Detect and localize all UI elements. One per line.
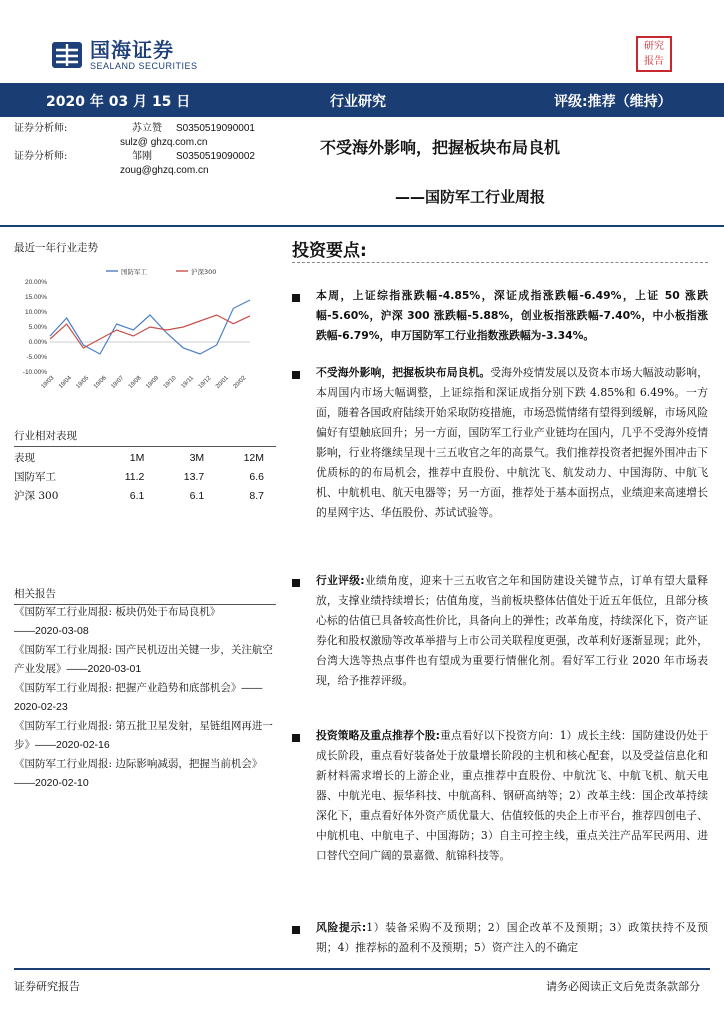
report-category: 行业研究: [330, 94, 386, 110]
y-tick-label: 5.00%: [28, 324, 47, 331]
analyst-row: [14, 150, 255, 164]
x-tick-label: 19/12: [197, 375, 213, 391]
table-header-cell: 12M: [243, 451, 264, 464]
table-row: [14, 486, 276, 505]
report-rating: 评级:推荐（维持）: [554, 94, 672, 110]
analyst-email: sulz@ ghzq.com.cn: [120, 137, 208, 148]
table-cell: 沪深 300: [14, 490, 59, 502]
x-tick-label: 19/07: [110, 375, 126, 391]
paragraph-body: 受海外疫情发展以及资本市场大幅波动影响，本周国内市场大幅调整，上证综指和深证成指分别下跌 4.85%和 6.49%。一方面，随着各国政府陆续开始采取防疫措施，市场恐慌情绪有望得到缓解，市场风险偏好有望触底回升；另一方面，国防军工行业产业链均在国内，几乎不受海外疫情影响，行业将继续呈现十三五收官之年的高景气。我们推荐投资者把握外围冲击下优质标的的布局机会，推荐中直股份、中航沈飞、航发动力、中国海防、中航飞机、中航机电、航天电器等；另一方面，推荐处于基本面拐点，业绩迎来高速增长的星网宇达、华伍股份、苏试试验等。: [316, 366, 708, 519]
report-date: 2020 年 03 月 15 日: [46, 94, 191, 110]
related-report-date: ——2020-02-16: [35, 739, 110, 751]
trend-heading: 最近一年行业走势: [14, 242, 98, 254]
outlook-paragraph: [316, 363, 708, 523]
related-reports-heading: 相关报告: [14, 586, 276, 605]
brand-name-en: SEALAND SECURITIES: [90, 61, 198, 71]
y-tick-label: 10.00%: [24, 309, 47, 316]
table-header-cell: 3M: [189, 451, 205, 464]
related-report-item[interactable]: [14, 603, 276, 641]
table-cell: 11.2: [124, 470, 145, 483]
table-cell: 国防军工: [14, 471, 56, 483]
logo-mark-icon: [50, 38, 84, 72]
research-report-seal: [636, 36, 672, 72]
paragraph-lead: 行业评级:: [316, 574, 365, 587]
analyst-name: 苏立赞: [132, 123, 162, 134]
risk-paragraph: [316, 918, 708, 958]
x-tick-label: 19/04: [58, 375, 73, 391]
market-summary-paragraph: 本周，上证综指涨跌幅-4.85%，深证成指涨跌幅-6.49%，上证 50 涨跌幅-5.60%，沪深 300 涨跌幅-5.88%，创业板指涨跌幅-7.40%，中小板指涨跌幅-6.79%，申万国防军工行业指数涨跌幅为-3.34%。: [316, 289, 708, 342]
table-header-cell: 表现: [14, 452, 35, 464]
bullet-icon: [292, 926, 300, 934]
y-tick-label: 20.00%: [24, 279, 47, 286]
table-row: [14, 467, 276, 486]
performance-heading: 行业相对表现: [14, 428, 276, 447]
legend-label: 沪深300: [191, 268, 217, 276]
paragraph-body: 重点看好以下投资方向：1）成长主线：国防建设仍处于成长阶段，重点看好装备处于放量增长阶段的主机和核心配套，以及受益信息化和新材料需求增长的上游企业，重点推荐中直股份、中航沈飞、中航飞机、航天电器、中航光电、振华科技、中航高科、钢研高纳等；2）改革主线：国企改革持续深化下，重点看好体外资产质优量大、估值较低的央企上市平台，推荐四创电子、中航机电、中航电子、中国海防；3）自主可控主线，重点关注产品军民两用、进口替代空间广阔的景嘉微、航锦科技等。: [316, 729, 708, 862]
bullet-icon: [292, 579, 300, 587]
related-report-title: 《国防军工行业周报: 板块仍处于布局良机》: [14, 606, 221, 618]
analyst-label: 证券分析师:: [14, 151, 68, 162]
related-report-title: 《国防军工行业周报: 国产民机迈出关键一步，关注航空产业发展》: [14, 644, 273, 675]
header-bar: [0, 83, 724, 117]
investment-heading: 投资要点:: [292, 241, 367, 261]
performance-table: [14, 448, 276, 505]
x-tick-label: 19/09: [145, 375, 161, 391]
footer-left: 证券研究报告: [14, 980, 80, 993]
related-report-item[interactable]: [14, 717, 276, 755]
report-title: 不受海外影响，把握板块布局良机: [320, 138, 561, 157]
related-report-title: 《国防军工行业周报: 边际影响减弱，把握当前机会》: [14, 758, 263, 770]
x-tick-label: 19/08: [127, 375, 143, 391]
y-tick-label: 0.00%: [28, 339, 47, 346]
paragraph-body: 业绩角度，迎来十三五收官之年和国防建设关键节点，订单有望大量释放，支撑业绩持续增长；估值角度，当前板块整体估值处于近五年低位，且部分核心标的估值已具备较高性价比，具备向上的弹性；改革角度，持续深化下，资产证券化和股权激励等改革举措与上市公司关联程度更强，改革利好逐渐显现；此外，台湾大选等热点事件也有望成为重要行情催化剂。看好军工行业 2020 年市场表现，给予推荐评级。: [316, 574, 708, 687]
table-cell: 13.7: [183, 470, 205, 483]
rating-paragraph: [316, 571, 708, 691]
analyst-info: [14, 122, 255, 178]
paragraph-lead: 不受海外影响，把握板块布局良机。: [316, 366, 491, 379]
table-cell: 6.1: [189, 489, 205, 502]
x-tick-label: 19/05: [75, 375, 91, 391]
related-report-date: ——2020-02-23: [14, 682, 263, 713]
paragraph-body: 1）装备采购不及预期；2）国企改革不及预期；3）政策扶持不及预期；4）推荐标的盈利不及预期；5）资产注入的不确定: [316, 921, 708, 954]
legend-label: 国防军工: [121, 268, 147, 276]
related-report-title: 《国防军工行业周报: 第五批卫星发射，星链组网再进一步》: [14, 720, 273, 751]
table-cell: 6.1: [129, 489, 145, 502]
x-tick-label: 19/06: [92, 375, 108, 391]
y-tick-label: -10.00%: [22, 369, 47, 376]
analyst-name: 邹刚: [132, 151, 152, 162]
brand-name-cn: 国海证券: [90, 38, 174, 62]
analyst-row: [14, 122, 255, 136]
analyst-email: zoug@ghzq.com.cn: [120, 165, 209, 176]
x-tick-label: 20/01: [215, 375, 230, 391]
bullet-icon: [292, 371, 300, 379]
x-tick-label: 20/02: [232, 375, 248, 391]
analyst-cert: S0350519090001: [176, 123, 255, 134]
related-report-date: ——2020-03-01: [66, 663, 142, 675]
related-report-title: 《国防军工行业周报: 把握产业趋势和底部机会》: [14, 682, 242, 694]
x-tick-label: 19/03: [40, 375, 56, 391]
table-header-cell: 1M: [129, 451, 145, 464]
analyst-label: 证券分析师:: [14, 123, 68, 134]
footer-divider: [14, 968, 710, 970]
related-report-item[interactable]: [14, 679, 276, 717]
bullet-icon: [292, 734, 300, 742]
trend-chart-svg: [14, 262, 276, 391]
header-divider: [0, 225, 724, 227]
analyst-cert: S0350519090002: [176, 151, 255, 162]
series-line: [50, 315, 250, 348]
footer-disclaimer: 请务必阅读正文后免责条款部分: [546, 980, 700, 993]
table-cell: 6.6: [249, 470, 264, 483]
paragraph-lead: 风险提示:: [316, 921, 367, 934]
paragraph-lead: 投资策略及重点推荐个股:: [316, 729, 440, 742]
seal-line-2: 报告: [644, 56, 664, 67]
table-header-row: [14, 448, 276, 467]
related-report-date: ——2020-02-10: [14, 777, 89, 789]
investment-divider: [292, 262, 708, 263]
trend-chart: [14, 262, 276, 391]
related-reports-list: [14, 603, 276, 793]
table-cell: 8.7: [249, 489, 264, 502]
report-subtitle: ——国防军工行业周报: [395, 188, 546, 206]
y-tick-label: 15.00%: [24, 294, 47, 301]
related-report-date: ——2020-03-08: [14, 625, 89, 637]
bullet-icon: [292, 294, 300, 302]
related-report-item[interactable]: [14, 755, 276, 793]
x-tick-label: 19/10: [162, 375, 178, 391]
strategy-paragraph: [316, 726, 708, 866]
y-tick-label: -5.00%: [26, 354, 47, 361]
seal-line-1: 研究: [644, 41, 664, 52]
x-tick-label: 19/11: [180, 375, 196, 390]
brand-logo: [50, 34, 210, 76]
related-report-item[interactable]: [14, 641, 276, 679]
